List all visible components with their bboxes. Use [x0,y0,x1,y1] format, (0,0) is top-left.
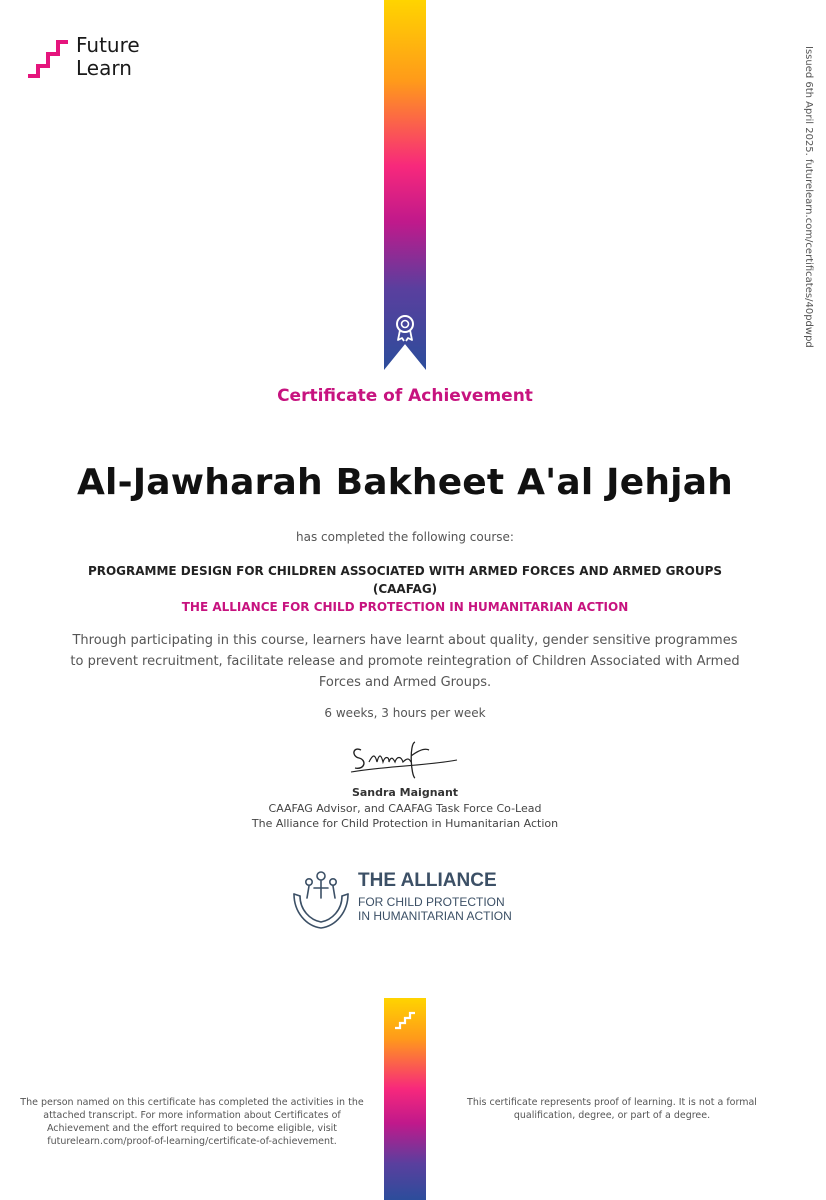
issued-info: Issued 6th April 2025. futurelearn.com/certificates/40pdwpd [803,46,814,348]
steps-logo-icon [26,36,72,82]
completed-text: has completed the following course: [296,530,514,544]
signature-image [345,736,465,782]
alliance-hands-icon [290,868,352,932]
futurelearn-logo [26,34,176,84]
course-organization: THE ALLIANCE FOR CHILD PROTECTION IN HUMANITARIAN ACTION [181,600,629,614]
recipient-name: Al-Jawharah Bakheet A'al Jehjah [76,462,734,503]
brand-line-2: Learn [76,56,132,80]
alliance-line-1: THE ALLIANCE [358,870,497,891]
award-badge-icon [392,312,418,344]
alliance-logo [290,868,530,932]
steps-icon [393,1008,417,1032]
bottom-ribbon [384,998,426,1200]
alliance-line-2: FOR CHILD PROTECTION [358,895,505,909]
signatory-organization: The Alliance for Child Protection in Humanitarian Action [251,817,559,830]
signatory-name: Sandra Maignant [351,786,459,799]
alliance-line-3: IN HUMANITARIAN ACTION [358,909,512,923]
course-duration: 6 weeks, 3 hours per week [324,706,486,720]
brand-line-1: Future [76,33,140,57]
brand-name [76,34,140,80]
certificate-title: Certificate of Achievement [277,386,533,406]
footer-right-note: This certificate represents proof of learning. It is not a formal qualification, degree, or part of a degree. [467,1097,757,1121]
course-title: PROGRAMME DESIGN FOR CHILDREN ASSOCIATED WITH ARMED FORCES AND ARMED GROUPS (CAAFAG) [87,564,723,596]
signatory-role: CAAFAG Advisor, and CAAFAG Task Force Co-Lead [268,802,542,815]
footer-left-note: The person named on this certificate has completed the activities in the attached transcript. For more information about Certificates of Achievement and the effort required to become eligible, visit futurelearn.com/proof-of-learning/certificate-of-achievement. [20,1097,364,1147]
course-description: Through participating in this course, learners have learnt about quality, gender sensitive programmes to prevent recruitment, facilitate release and promote reintegration of Children Associated with Armed Forces and Armed Groups. [70,633,740,690]
